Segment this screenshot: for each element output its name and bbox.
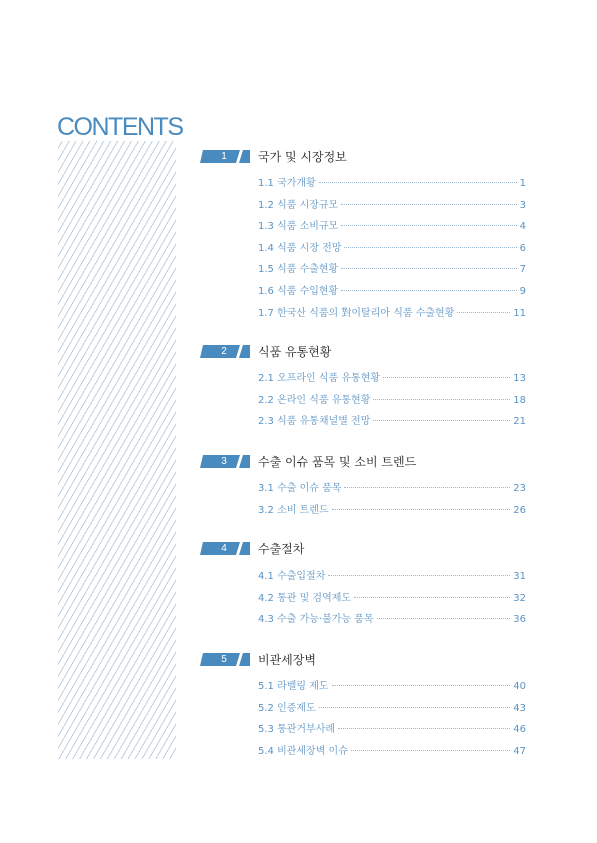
toc-entry[interactable] [258,412,526,434]
page-number: 23 [513,483,526,494]
section-header [200,146,530,166]
toc-entry[interactable] [258,174,526,196]
dot-leader [344,487,510,488]
entry-label: 4.2 통관 및 검역제도 [258,592,352,604]
dot-leader [332,509,511,510]
entry-label: 5.2 인증제도 [258,702,316,714]
entry-label: 4.3 수출 가능·불가능 품목 [258,614,374,626]
entry-label: 2.2 온라인 식품 유통현황 [258,394,371,406]
dot-leader [319,182,517,183]
hatch-pattern-decoration [58,141,176,759]
page-number: 46 [513,724,526,736]
toc-entry[interactable] [258,217,526,239]
section-items [258,479,526,522]
page-number: 3 [519,199,526,211]
section-title[interactable]: 수출절차 [258,542,305,556]
dot-leader [354,597,510,598]
section-number: 1 [221,151,227,162]
dot-leader [377,618,511,619]
section-header [200,451,530,471]
dot-leader [341,290,516,291]
dot-leader [341,268,516,269]
entry-label: 2.3 식품 유통채널별 전망 [258,416,371,428]
section-number: 3 [221,456,227,467]
toc-section-1 [200,146,530,319]
toc-entry[interactable] [258,260,526,282]
toc-entry[interactable] [258,304,526,326]
dot-leader [373,420,510,421]
dot-leader [319,707,511,708]
page-number: 18 [513,394,526,406]
page-number: 21 [513,416,526,428]
dot-leader [351,750,510,751]
toc-section-4 [200,538,530,626]
section-header [200,649,530,669]
page-number: 36 [513,614,526,626]
dot-leader [341,225,516,226]
dot-leader [383,377,510,378]
dot-leader [457,312,510,313]
toc-entry[interactable] [258,610,526,632]
page-number: 6 [519,242,526,254]
section-header [200,538,530,558]
page-number: 40 [513,681,526,692]
page-number: 32 [513,592,526,604]
section-number-badge [200,542,250,555]
toc-entry[interactable] [258,589,526,611]
toc-entry[interactable] [258,742,526,764]
entry-label: 1.1 국가개황 [258,178,316,189]
entry-label: 2.1 오프라인 식품 유통현황 [258,373,381,384]
toc-entry[interactable] [258,282,526,304]
page-number: 9 [519,285,526,297]
section-number: 5 [221,654,227,665]
section-number-badge [200,455,250,468]
page-number: 11 [513,307,526,319]
section-items [258,567,526,632]
section-items [258,369,526,434]
toc-entry[interactable] [258,239,526,261]
toc-entry[interactable] [258,720,526,742]
entry-label: 1.3 식품 소비규모 [258,221,339,233]
toc-entry[interactable] [258,369,526,391]
section-number: 4 [221,543,227,554]
section-header [200,341,530,361]
toc-entry[interactable] [258,501,526,523]
toc-entry[interactable] [258,699,526,721]
section-title[interactable]: 국가 및 시장정보 [258,150,347,164]
section-title[interactable]: 비관세장벽 [258,653,316,667]
section-title[interactable]: 수출 이슈 품목 및 소비 트렌드 [258,455,417,469]
section-items [258,174,526,325]
section-number-badge [200,653,250,666]
toc-entry[interactable] [258,391,526,413]
toc-entry[interactable] [258,567,526,589]
dot-leader [344,247,516,248]
entry-label: 1.6 식품 수입현황 [258,285,339,297]
toc-section-5 [200,649,530,757]
entry-label: 1.2 식품 시장규모 [258,199,339,211]
toc-entry[interactable] [258,196,526,218]
page-number: 7 [519,264,526,276]
page-number: 43 [513,702,526,714]
dot-leader [338,728,510,729]
dot-leader [341,204,516,205]
page-number: 31 [513,571,526,582]
dot-leader [373,399,510,400]
page-number: 47 [513,745,526,757]
toc-entry[interactable] [258,677,526,699]
section-number-badge [200,150,250,163]
section-number: 2 [221,346,227,357]
page-number: 26 [513,504,526,516]
section-items [258,677,526,763]
section-title[interactable]: 식품 유통현황 [258,345,332,359]
contents-heading: CONTENTS [57,113,183,141]
toc-section-2 [200,341,530,428]
toc-entry[interactable] [258,479,526,501]
entry-label: 1.4 식품 시장 전망 [258,242,342,254]
dot-leader [332,685,511,686]
entry-label: 5.3 통관거부사례 [258,724,336,736]
entry-label: 4.1 수출입절차 [258,571,326,582]
dot-leader [328,575,510,576]
entry-label: 1.7 한국산 식품의 對이탈리아 식품 수출현황 [258,307,455,319]
page-number: 4 [519,221,526,233]
section-number-badge [200,345,250,358]
toc-section-3 [200,451,530,516]
entry-label: 3.2 소비 트렌드 [258,504,329,516]
page-number: 1 [519,178,526,189]
entry-label: 5.1 라벨링 제도 [258,681,329,692]
entry-label: 5.4 비관세장벽 이슈 [258,745,348,757]
entry-label: 1.5 식품 수출현황 [258,264,339,276]
entry-label: 3.1 수출 이슈 품목 [258,483,342,494]
page-number: 13 [513,373,526,384]
